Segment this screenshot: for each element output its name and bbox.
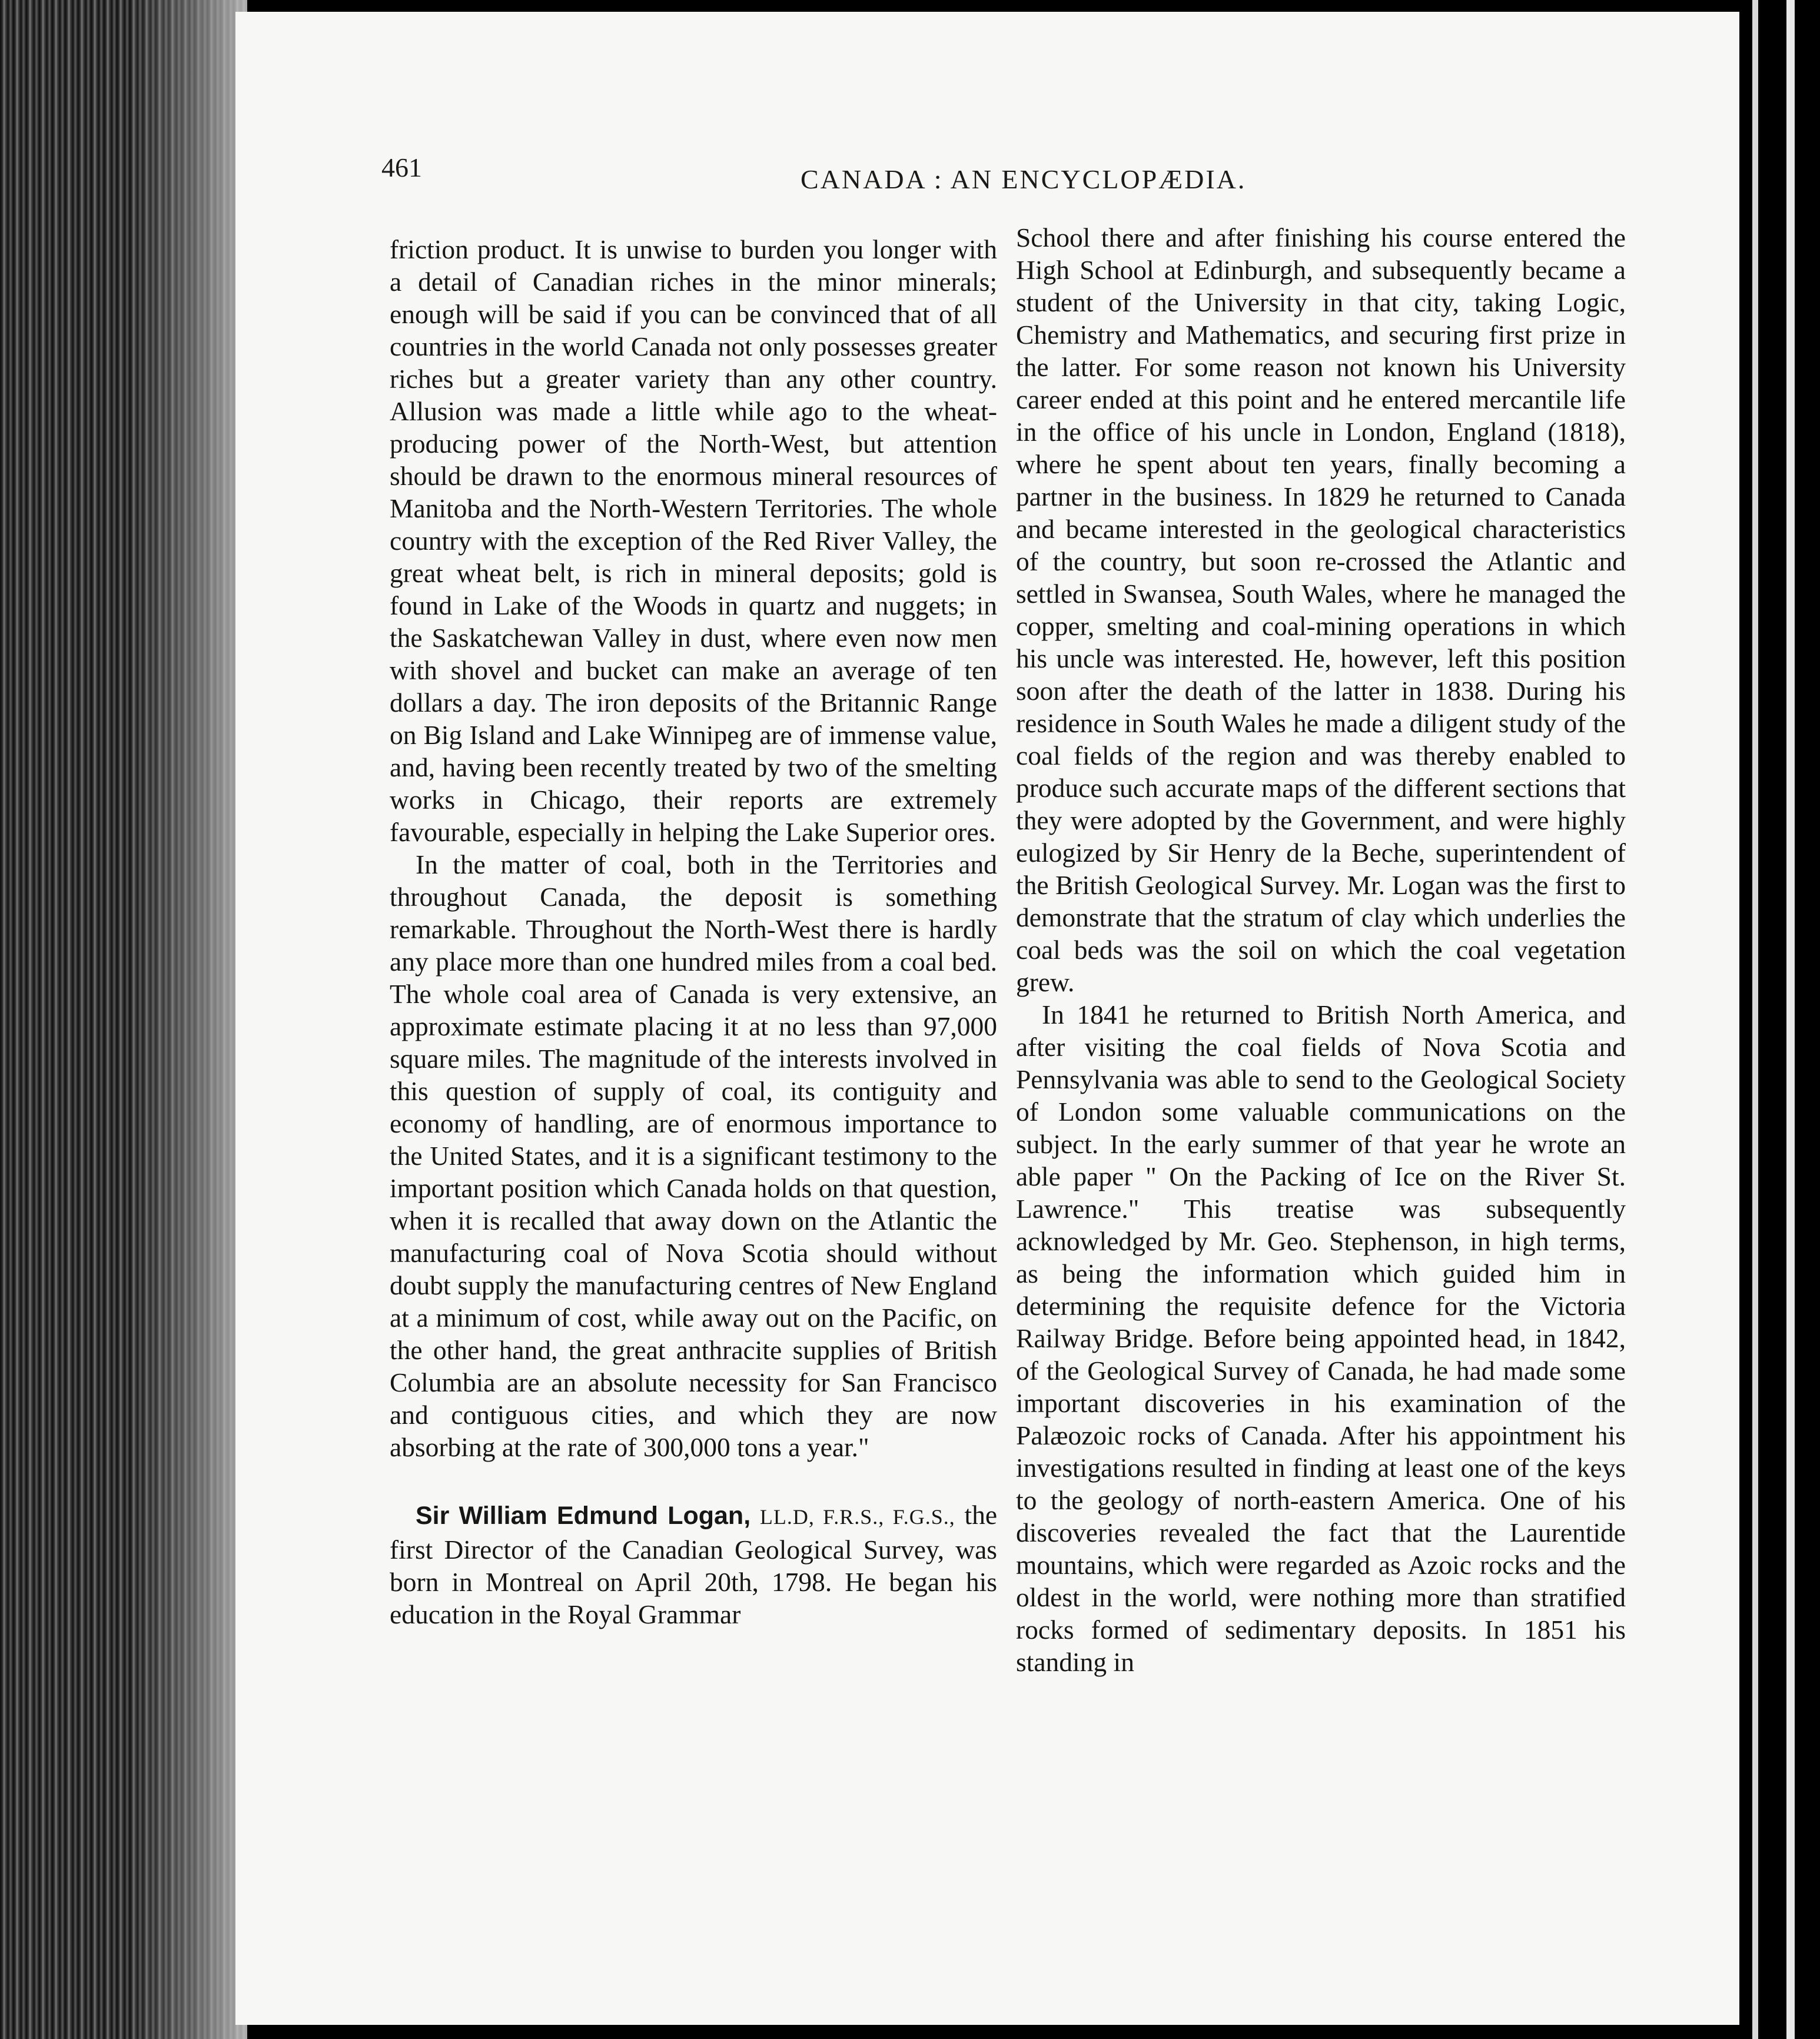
book-binding-edge	[0, 0, 247, 2039]
book-page	[235, 12, 1739, 2025]
paragraph-education: School there and after finishing his course entered the High School at Edinburgh, and subsequently became a student of the University in that city, taking Logic, Chemistry and Mathematics, and securing first prize in the latter. For some reason not known his University career ended at this point and he entered mercantile life in the office of his uncle in London, England (1818), where he spent about ten years, finally becoming a partner in the business. In 1829 he returned to Canada and became interested in the geological characteristics of the country, but soon re-crossed the Atlantic and settled in Swansea, South Wales, where he managed the copper, smelting and coal-mining operations in which his uncle was interested. He, however, left this position soon after the death of the latter in 1838. During his residence in South Wales he made a diligent study of the coal fields of the region and was thereby enabled to produce such accurate maps of the different sections that they were adopted by the Government, and were highly eulogized by Sir Henry de la Beche, superintendent of the British Geological Survey. Mr. Logan was the first to demonstrate that the stratum of clay which underlies the coal beds was the soil on which the coal vegetation grew.	[1016, 223, 1626, 997]
page-number: 461	[381, 152, 422, 182]
biography-degrees: LL.D, F.R.S., F.G.S.,	[759, 1505, 955, 1529]
left-column	[390, 233, 997, 1630]
paragraph-survey: In 1841 he returned to British North America, and after visiting the coal fields of Nova Scotia and Pennsylvania was able to send to the Geological Society of London some valuable communications on the subject. In the early summer of that year he wrote an able paper " On the Packing of Ice on the River St. Lawrence." This treatise was subsequently acknowledged by Mr. Geo. Stephenson, in high terms, as being the information which guided him in determining the requisite defence for the Victoria Railway Bridge. Before being appointed head, in 1842, of the Geological Survey of Canada, he had made some important discoveries in his examination of the Palæozoic rocks of Canada. After his appointment his investigations resulted in finding at least one of the keys to the geology of north-eastern America. One of his discoveries revealed the fact that the Laurentide mountains, which were regarded as Azoic rocks and the oldest in the world, were nothing more than stratified rocks formed of sedimentary deposits. In 1851 his standing in	[1016, 999, 1626, 1677]
biography-text: the first Director of the Canadian Geological Survey, was born in Montreal on April 20th, 1798. He began his education in the Royal Grammar	[390, 1500, 998, 1629]
biography-entry	[390, 1499, 997, 1630]
paragraph-coal: In the matter of coal, both in the Territories and throughout Canada, the deposit is something remarkable. Throughout the North-West there is hardly any place more than one hundred miles from a coal bed. The whole coal area of Canada is very extensive, an approximate estimate placing it at no less than 97,000 square miles. The magnitude of the interests involved in this question of supply of coal, its contiguity and economy of handling, are of enormous importance to the United States, and it is a significant testimony to the important position which Canada holds on that question, when it is recalled that away down on the Atlantic the manufacturing coal of Nova Scotia should without doubt supply the manufacturing centres of New England at a minimum of cost, while away out on the Pacific, on the other hand, the great anthracite supplies of British Columbia are an absolute necessity for San Francisco and contiguous cities, and which they are now absorbing at the rate of 300,000 tons a year."	[390, 849, 997, 1462]
running-title: CANADA : AN ENCYCLOPÆDIA.	[801, 164, 1247, 194]
right-column	[1016, 221, 1626, 1678]
paragraph-minerals: friction product. It is unwise to burden you longer with a detail of Canadian riches in the minor minerals; enough will be said if you can be convinced that of all countries in the world Canada not only possesses greater riches but a greater variety than any other country. Allusion was made a little while ago to the wheat-producing power of the North-West, but attention should be drawn to the enormous mineral resources of Manitoba and the North-Western Territories. The whole country with the exception of the Red River Valley, the great wheat belt, is rich in mineral deposits; gold is found in Lake of the Woods in quartz and nuggets; in the Saskatchewan Valley in dust, where even now men with shovel and bucket can make an average of ten dollars a day. The iron deposits of the Britannic Range on Big Island and Lake Winnipeg are of immense value, and, having been recently treated by two of the smelting works in Chicago, their reports are extremely favourable, especially in helping the Lake Superior ores.	[390, 234, 997, 847]
biography-name: Sir William Edmund Logan,	[416, 1502, 751, 1530]
next-page-edge	[1739, 0, 1820, 2039]
